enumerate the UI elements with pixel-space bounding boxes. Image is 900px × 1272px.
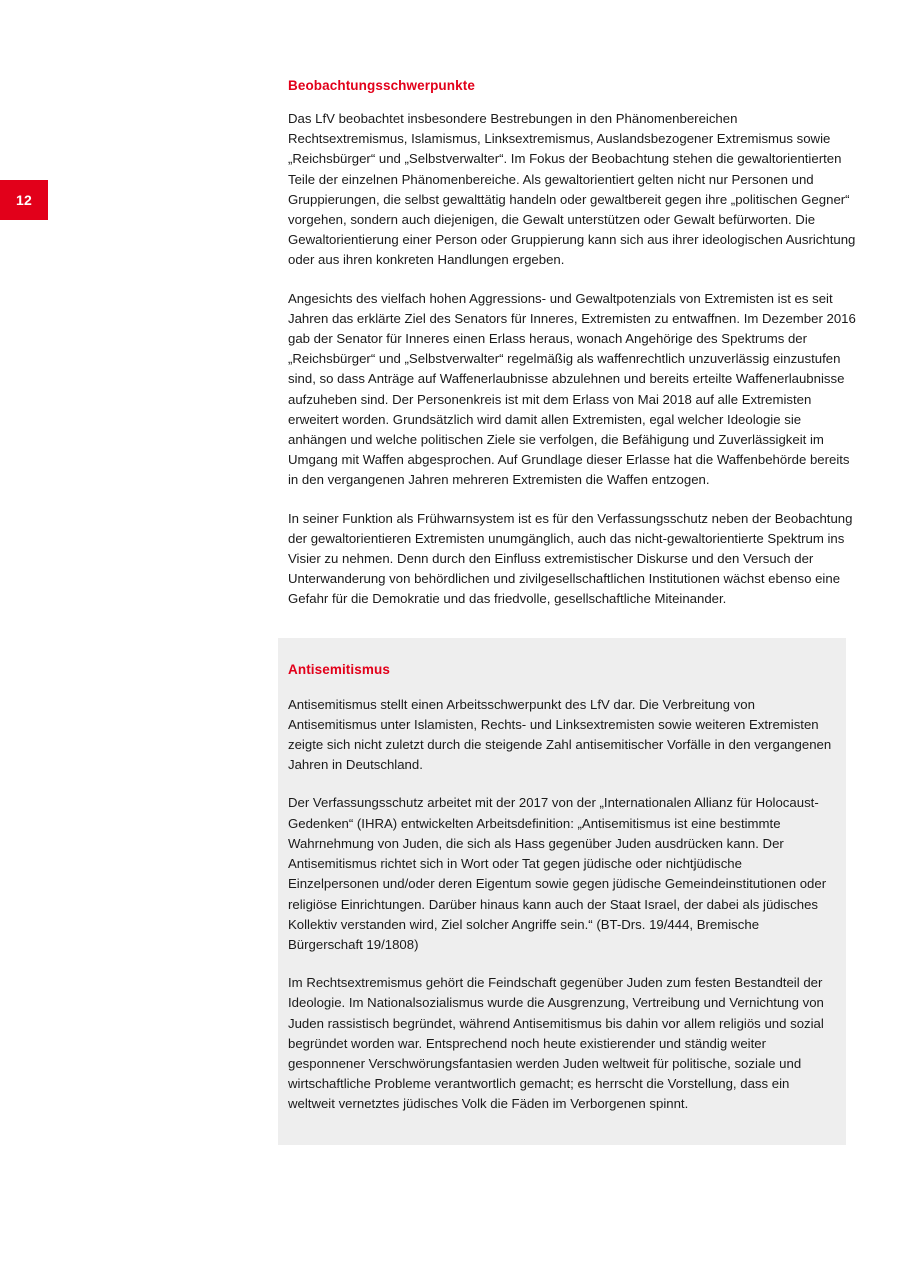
paragraph: Angesichts des vielfach hohen Aggressions- und Gewaltpotenzials von Extremisten ist es seit Jahren das erklärte Ziel des Senators für Inneres, Extremisten zu entwaffnen. Im Dezember 2016 gab der Senator für Inneres einen Erlass heraus, wonach Angehörige des Spektrums der „Reichsbürger“ und „Selbstverwalter“ regelmäßig als waffenrechtlich unzuverlässig einzustufen sind, so dass Anträge auf Waffenerlaubnisse abzulehnen und bereits erteilte Waffenerlaubnisse aufzuheben sind. Der Personenkreis ist mit dem Erlass von Mai 2018 auf alle Extremisten erweitert worden. Grundsätzlich wird damit allen Extremisten, egal welcher Ideologie sie anhängen und welche politischen Ziele sie verfolgen, die Befähigung und Zuverlässigkeit im Umgang mit Waffen abgesprochen. Auf Grundlage dieser Erlasse hat die Waffenbehörde bereits in den vergangenen Jahren mehreren Extremisten die Waffen entzogen. <box>288 290 856 488</box>
section-heading: Beobachtungsschwerpunkte <box>288 78 475 93</box>
paragraph: In seiner Funktion als Frühwarnsystem ist es für den Verfassungsschutz neben der Beobachtung der gewaltorientieren Extremisten unumgänglich, auch das nicht-gewaltorientierte Spektrum ins Visier zu nehmen. Denn durch den Einfluss extremistischer Diskurse und den Versuch der Unterwanderung von behördlichen und zivilgesellschaftlichen Institutionen wächst ebenso eine Gefahr für die Demokratie und das friedvolle, gesellschaftliche Miteinander. <box>288 510 853 607</box>
shaded-section-inner <box>288 662 836 1115</box>
section-antisemitismus <box>278 638 846 1145</box>
page-number: 12 <box>16 192 32 208</box>
paragraph: Im Rechtsextremismus gehört die Feindschaft gegenüber Juden zum festen Bestandteil der Ideologie. Im Nationalsozialismus wurde die Ausgrenzung, Vertreibung und Vernichtung von Juden rassistisch begründet, während Antisemitismus bis dahin vor allem religiös und sozial begründet worden war. Entsprechend noch heute existierender und ständig weiter gesponnener Verschwörungsfantasien werden Juden weltweit für politische, soziale und wirtschaftliche Probleme verantwortlich gemacht; es herrscht die Vorstellung, dass ein weltweit vernetztes jüdisches Volk die Fäden im Verborgenen spinnt. <box>288 975 824 1112</box>
paragraph: Der Verfassungsschutz arbeitet mit der 2017 von der „Internationalen Allianz für Holocaust-Gedenken“ (IHRA) entwickelten Arbeitsdefinition: „Antisemitismus ist eine bestimmte Wahrnehmung von Juden, die sich als Hass gegenüber Juden ausdrücken kann. Der Antisemitismus richtet sich in Wort oder Tat gegen jüdische oder nichtjüdische Einzelpersonen und/oder deren Eigentum sowie gegen jüdische Gemeindeinstitutionen oder religiöse Einrichtungen. Darüber hinaus kann auch der Staat Israel, der dabei als jüdisches Kollektiv verstanden wird, Ziel solcher Angriffe sein.“ (BT-Drs. 19/444, Bremische Bürgerschaft 19/1808) <box>288 795 827 952</box>
page-number-tab <box>0 180 48 220</box>
paragraph: Das LfV beobachtet insbesondere Bestrebungen in den Phänomenbereichen Rechtsextremismus, Islamismus, Linksextremismus, Auslandsbezogener Extremismus sowie „Reichsbürger“ und „Selbstverwalter“. Im Fokus der Beobachtung stehen die gewaltorientierten Teile der einzelnen Phänomenbereiche. Als gewaltorientiert gelten nicht nur Personen und Gruppierungen, die selbst gewalttätig handeln oder gewaltbereit gegen ihre „politischen Gegner“ vorgehen, sondern auch diejenigen, die Gewalt unterstützen oder Gewalt befürworten. Die Gewaltorientierung einer Person oder Gruppierung kann sich aus ihrer ideologischen Ausrichtung oder aus ihren konkreten Handlungen ergeben. <box>288 111 856 268</box>
page-content <box>288 78 856 1145</box>
section-heading: Antisemitismus <box>288 661 390 677</box>
section-beobachtungsschwerpunkte <box>288 78 856 610</box>
paragraph: Antisemitismus stellt einen Arbeitsschwerpunkt des LfV dar. Die Verbreitung von Antisemitismus unter Islamisten, Rechts- und Linksextremisten sowie weiteren Extremisten zeigte sich nicht zuletzt durch die steigende Zahl antisemitischer Vorfälle in den vergangenen Jahren in Deutschland. <box>288 696 832 773</box>
